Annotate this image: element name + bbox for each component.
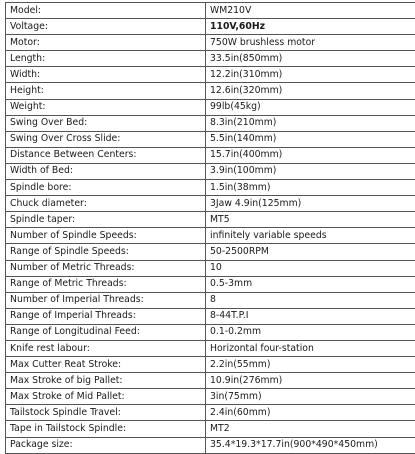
- spec-label: Tape in Tailstock Spindle:: [6, 421, 206, 437]
- spec-value: 2.4in(60mm): [206, 405, 415, 421]
- spec-row: [6, 340, 415, 356]
- spec-table-body: [6, 3, 415, 454]
- spec-row: [6, 51, 415, 67]
- spec-row: [6, 3, 415, 19]
- spec-label: Spindle bore:: [6, 180, 206, 196]
- spec-label: Max Stroke of Mid Pallet:: [6, 389, 206, 405]
- spec-row: [6, 212, 415, 228]
- spec-value: Horizontal four-station: [206, 340, 415, 356]
- spec-row: [6, 292, 415, 308]
- spec-row: [6, 308, 415, 324]
- spec-value: 99lb(45kg): [206, 99, 415, 115]
- spec-label: Number of Metric Threads:: [6, 260, 206, 276]
- spec-row: [6, 389, 415, 405]
- spec-label: Chuck diameter:: [6, 196, 206, 212]
- spec-label: Number of Imperial Threads:: [6, 292, 206, 308]
- spec-row: [6, 373, 415, 389]
- spec-value: 15.7in(400mm): [206, 147, 415, 163]
- spec-value: 12.6in(320mm): [206, 83, 415, 99]
- spec-value: 3in(75mm): [206, 389, 415, 405]
- spec-row: [6, 228, 415, 244]
- spec-value: 35.4*19.3*17.7in(900*490*450mm): [206, 437, 415, 453]
- spec-row: [6, 67, 415, 83]
- spec-row: [6, 19, 415, 35]
- spec-row: [6, 147, 415, 163]
- spec-value: WM210V: [206, 3, 415, 19]
- spec-row: [6, 421, 415, 437]
- spec-row: [6, 99, 415, 115]
- spec-row: [6, 324, 415, 340]
- spec-row: [6, 405, 415, 421]
- spec-value: 10.9in(276mm): [206, 373, 415, 389]
- spec-row: [6, 83, 415, 99]
- spec-value: MT5: [206, 212, 415, 228]
- spec-value: 0.5-3mm: [206, 276, 415, 292]
- spec-row: [6, 196, 415, 212]
- spec-row: [6, 437, 415, 453]
- spec-label: Swing Over Cross Slide:: [6, 131, 206, 147]
- spec-table: [5, 2, 415, 454]
- spec-value: MT2: [206, 421, 415, 437]
- spec-row: [6, 163, 415, 179]
- spec-value: 8: [206, 292, 415, 308]
- spec-value: 3Jaw 4.9in(125mm): [206, 196, 415, 212]
- spec-label: Max Stroke of big Pallet:: [6, 373, 206, 389]
- spec-label: Voltage:: [6, 19, 206, 35]
- spec-label: Model:: [6, 3, 206, 19]
- spec-row: [6, 244, 415, 260]
- spec-label: Tailstock Spindle Travel:: [6, 405, 206, 421]
- spec-value: 2.2in(55mm): [206, 357, 415, 373]
- spec-label: Number of Spindle Speeds:: [6, 228, 206, 244]
- spec-label: Width:: [6, 67, 206, 83]
- spec-row: [6, 180, 415, 196]
- spec-value: 8.3in(210mm): [206, 115, 415, 131]
- spec-label: Width of Bed:: [6, 163, 206, 179]
- spec-value: 5.5in(140mm): [206, 131, 415, 147]
- spec-row: [6, 260, 415, 276]
- spec-value: 110V,60Hz: [206, 19, 415, 35]
- spec-label: Package size:: [6, 437, 206, 453]
- spec-label: Range of Metric Threads:: [6, 276, 206, 292]
- spec-value: 750W brushless motor: [206, 35, 415, 51]
- spec-label: Range of Spindle Speeds:: [6, 244, 206, 260]
- spec-row: [6, 276, 415, 292]
- spec-label: Length:: [6, 51, 206, 67]
- spec-value: 10: [206, 260, 415, 276]
- spec-value: 33.5in(850mm): [206, 51, 415, 67]
- spec-label: Max Cutter Reat Stroke:: [6, 357, 206, 373]
- spec-label: Knife rest labour:: [6, 340, 206, 356]
- spec-label: Distance Between Centers:: [6, 147, 206, 163]
- spec-value: 0.1-0.2mm: [206, 324, 415, 340]
- spec-label: Range of Imperial Threads:: [6, 308, 206, 324]
- spec-label: Motor:: [6, 35, 206, 51]
- spec-label: Range of Longitudinal Feed:: [6, 324, 206, 340]
- spec-value: 12.2in(310mm): [206, 67, 415, 83]
- spec-value: 3.9in(100mm): [206, 163, 415, 179]
- spec-label: Height:: [6, 83, 206, 99]
- spec-label: Spindle taper:: [6, 212, 206, 228]
- spec-row: [6, 357, 415, 373]
- spec-row: [6, 35, 415, 51]
- spec-value: 1.5in(38mm): [206, 180, 415, 196]
- spec-label: Swing Over Bed:: [6, 115, 206, 131]
- spec-value: 50-2500RPM: [206, 244, 415, 260]
- spec-value: infinitely variable speeds: [206, 228, 415, 244]
- spec-label: Weight:: [6, 99, 206, 115]
- spec-row: [6, 131, 415, 147]
- spec-row: [6, 115, 415, 131]
- spec-value: 8-44T.P.I: [206, 308, 415, 324]
